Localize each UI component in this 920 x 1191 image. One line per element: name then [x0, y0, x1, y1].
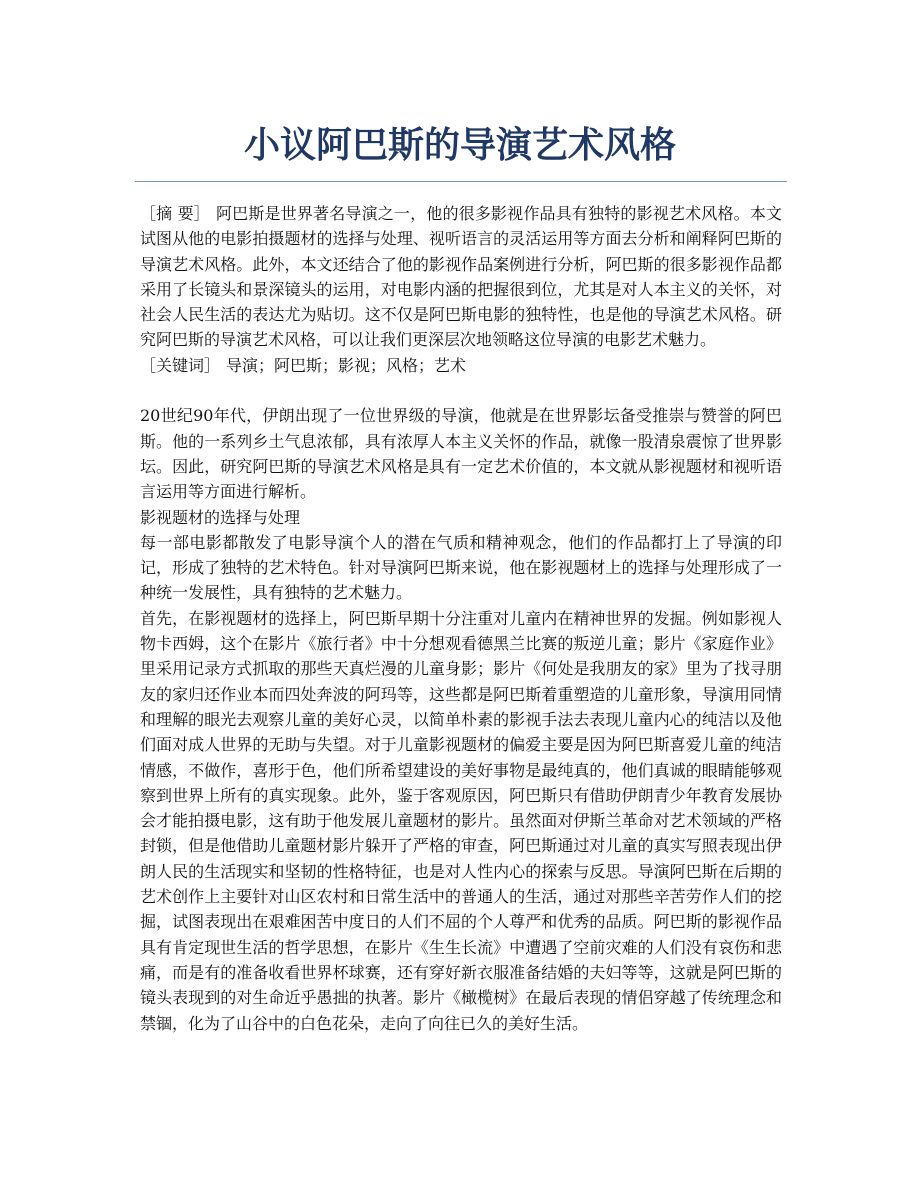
paragraph-spacer	[140, 378, 782, 403]
keywords-paragraph	[140, 353, 782, 378]
keywords-label: ［关键词］	[140, 355, 221, 375]
keywords-text: 导演；阿巴斯；影视；风格；艺术	[226, 355, 467, 375]
abstract-label: ［摘 要］	[140, 204, 210, 223]
article-title: 小议阿巴斯的导演艺术风格	[243, 125, 676, 166]
body-paragraph-2: 首先，在影视题材的选择上，阿巴斯早期十分注重对儿童内在精神世界的发掘。例如影视人物卡西姆，这个在影片《旅行者》中十分想观看德黑兰比赛的叛逆儿童；影片《家庭作业》里采用记录方式抓取的那些天真烂漫的儿童身影；影片《何处是我朋友的家》里为了找寻朋友的家归还作业本而四处奔波的阿玛等，这些都是阿巴斯着重塑造的儿童形象，导演用同情和理解的眼光去观察儿童的美好心灵，以简单朴素的影视手法去表现儿童内心的纯洁以及他们面对成人世界的无助与失望。对于儿童影视题材的偏爱主要是因为阿巴斯喜爱儿童的纯洁情感，不做作，喜形于色，他们所希望建设的美好事物是最纯真的，他们真诚的眼睛能够观察到世界上所有的真实现象。此外，鉴于客观原因，阿巴斯只有借助伊朗青少年教育发展协会才能拍摄电影，这有助于他发展儿童题材的影片。虽然面对伊斯兰革命对艺术领域的严格封锁，但是他借助儿童题材影片躲开了严格的审查，阿巴斯通过对儿童的真实写照表现出伊朗人民的生活现实和坚韧的性格特征，也是对人性内心的探索与反思。导演阿巴斯在后期的艺术创作上主要针对山区农村和日常生活中的普通人的生活，通过对那些辛苦劳作人们的挖掘，试图表现出在艰难困苦中度日的人们不屈的个人尊严和优秀的品质。阿巴斯的影视作品具有肯定现世生活的哲学思想，在影片《生生长流》中遭遇了空前灾难的人们没有哀伤和悲痛，而是有的准备收看世界杯球赛，还有穿好新衣服准备结婚的夫妇等等，这就是阿巴斯的镜头表现到的对生命近乎愚拙的执著。影片《橄榄树》在最后表现的情侣穿越了传统理念和禁锢，化为了山谷中的白色花朵，走向了向往已久的美好生活。	[140, 608, 782, 1033]
title-divider	[135, 181, 787, 182]
body-paragraph-1: 每一部电影都散发了电影导演个人的潜在气质和精神观念，他们的作品都打上了导演的印记，形成了独特的艺术特色。针对导演阿巴斯来说，他在影视题材上的选择与处理形成了一种统一发展性，具有独特的艺术魅力。	[140, 532, 782, 603]
article-body	[140, 201, 782, 1036]
section-heading: 影视题材的选择与处理	[140, 507, 301, 527]
abstract-text: 阿巴斯是世界著名导演之一，他的很多影视作品具有独特的影视艺术风格。本文试图从他的电影拍摄题材的选择与处理、视听语言的灵活运用等方面去分析和阐释阿巴斯的导演艺术风格。此外，本文还结合了他的影视作品案例进行分析，阿巴斯的很多影视作品都采用了长镜头和景深镜头的运用，对电影内涵的把握很到位，尤其是对人本主义的关怀，对社会人民生活的表达尤为贴切。这不仅是阿巴斯电影的独特性，也是他的导演艺术风格。研究阿巴斯的导演艺术风格，可以让我们更深层次地领略这位导演的电影艺术魅力。	[140, 204, 782, 350]
abstract-paragraph	[140, 201, 782, 353]
intro-paragraph: 20世纪90年代，伊朗出现了一位世界级的导演，他就是在世界影坛备受推崇与赞誉的阿巴斯。他的一系列乡土气息浓郁，具有浓厚人本主义关怀的作品，就像一股清泉震惊了世界影坛。因此，研究阿巴斯的导演艺术风格是具有一定艺术价值的，本文就从影视题材和视听语言运用等方面进行解析。	[140, 406, 782, 502]
